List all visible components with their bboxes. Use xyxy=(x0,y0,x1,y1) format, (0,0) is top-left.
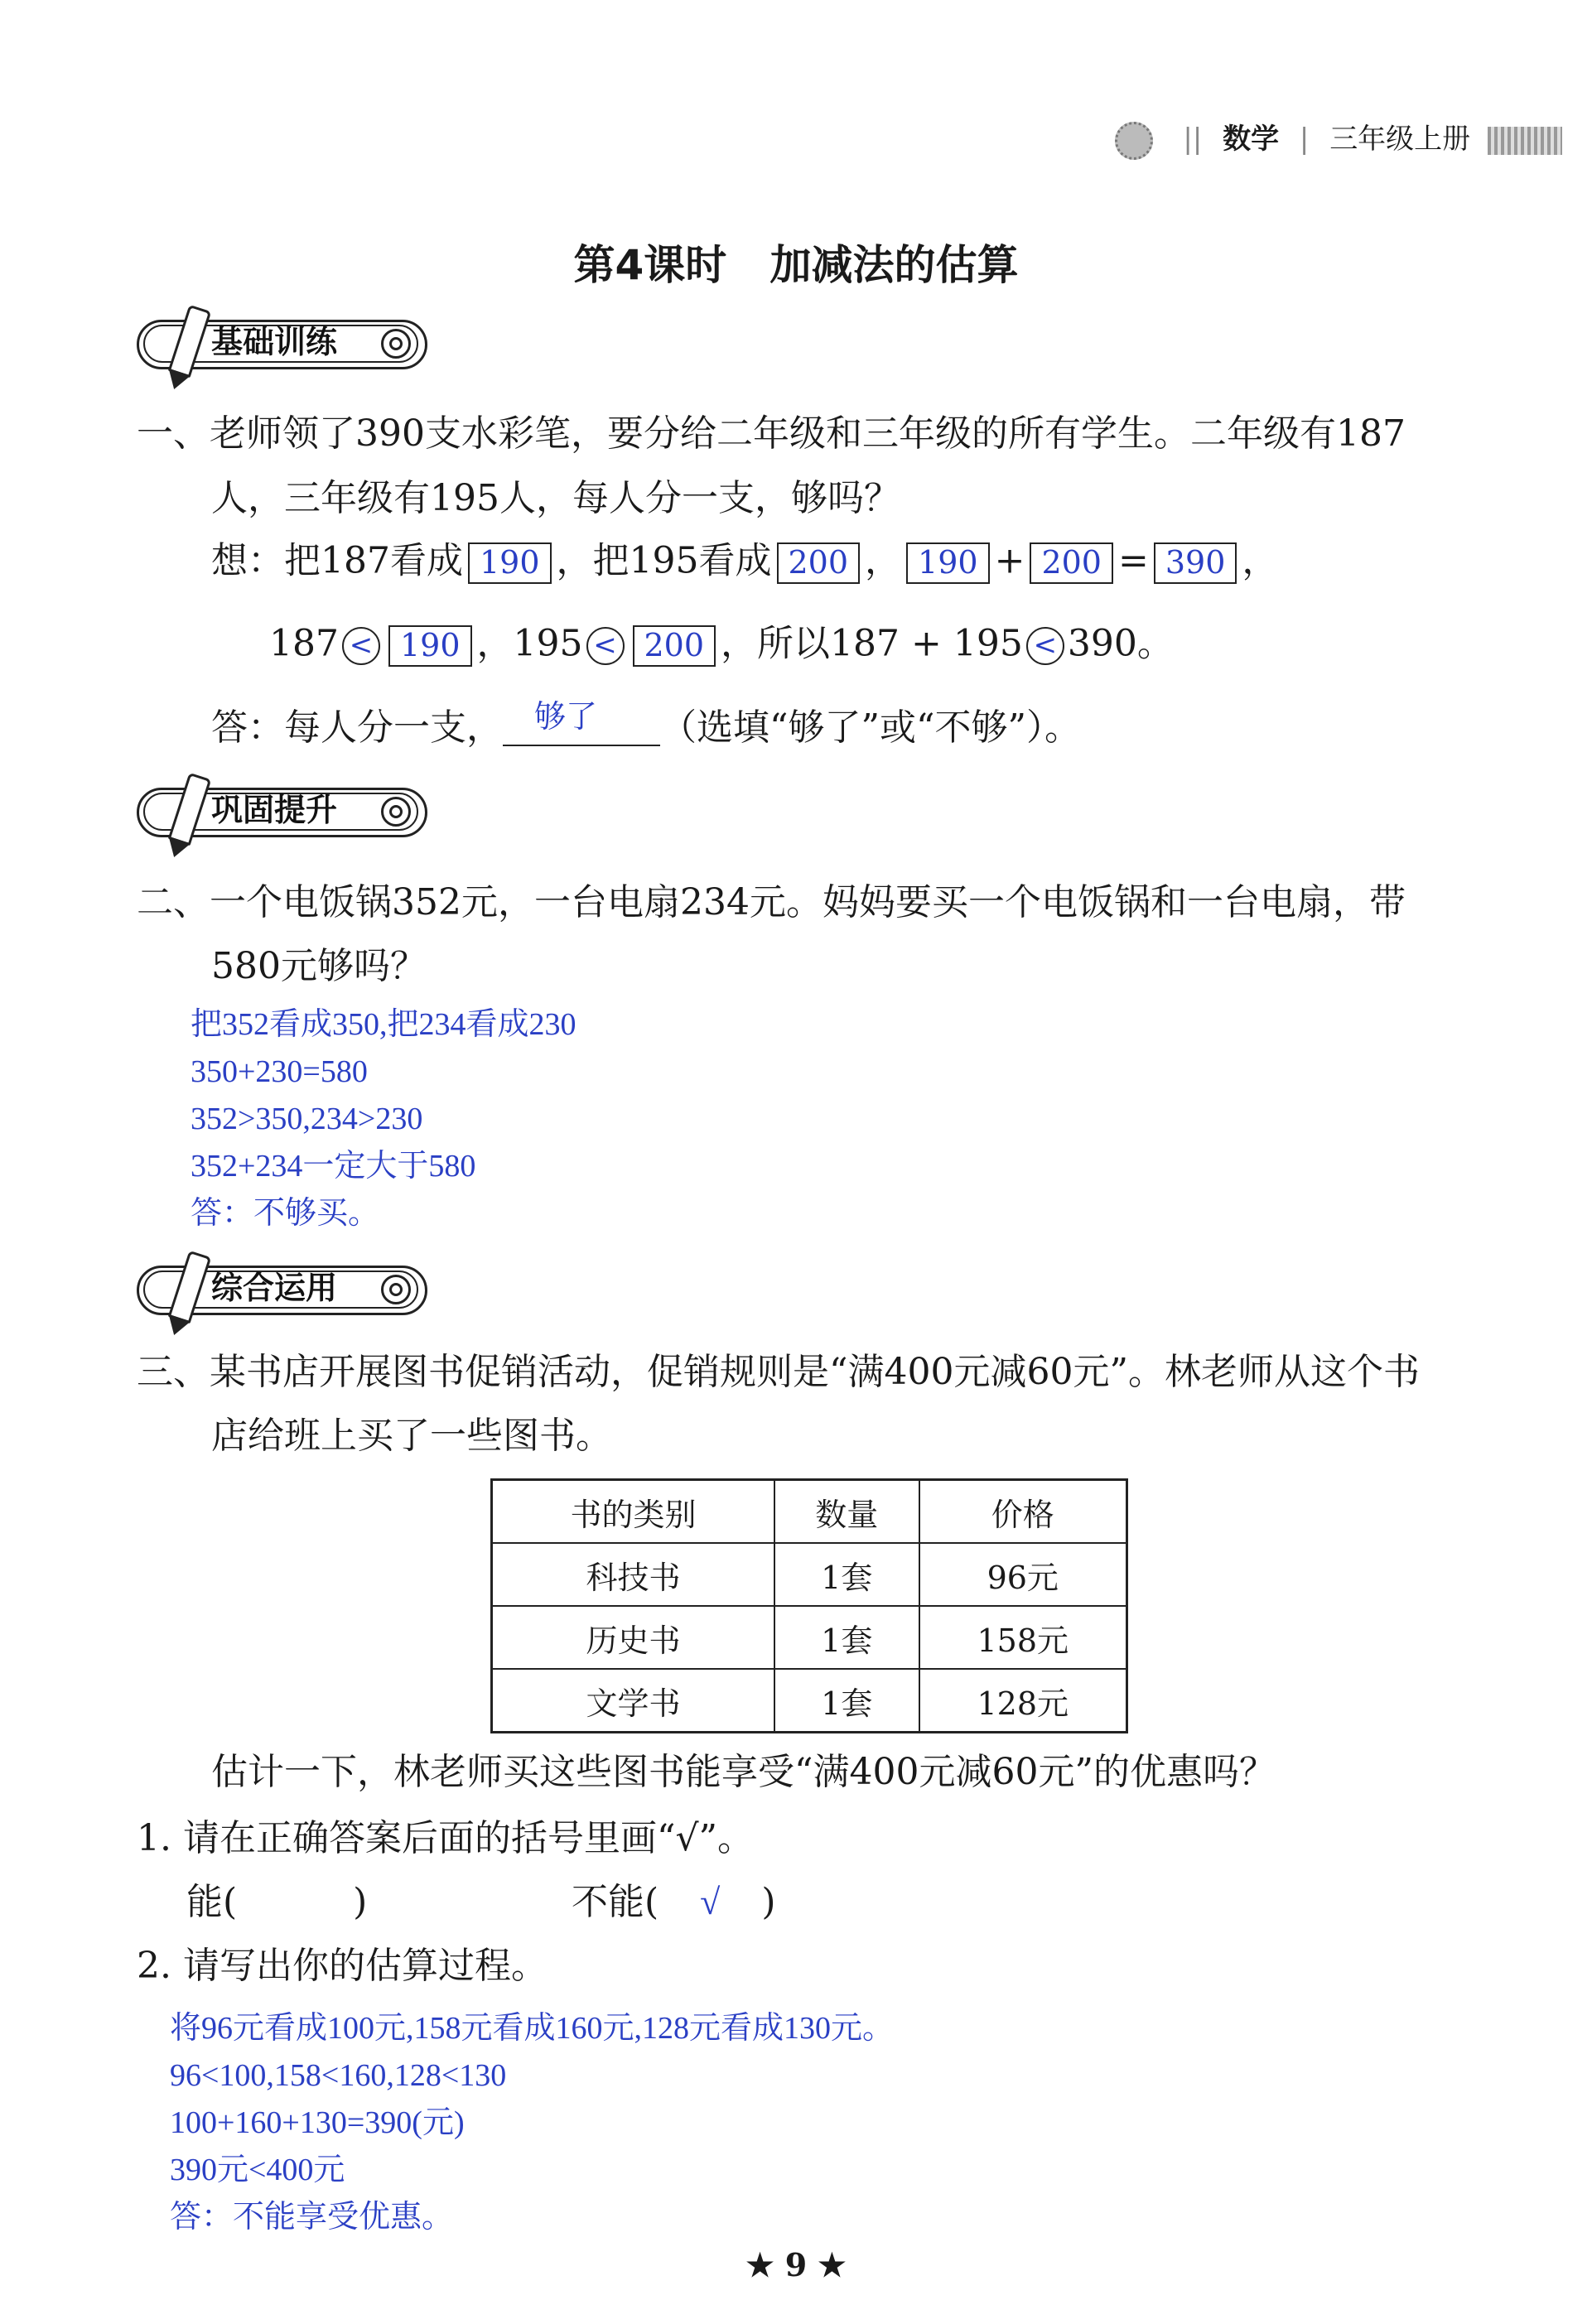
q3-answer-2: 96<100,158<160,128<130 xyxy=(170,2058,507,2093)
q3-options-no xyxy=(572,1881,776,1923)
table-row xyxy=(492,1543,1127,1606)
q3-question: 估计一下，林老师买这些图书能享受“满400元减60元”的优惠吗？ xyxy=(211,1751,1276,1793)
q3-answer-4: 390元<400元 xyxy=(170,2153,345,2187)
table-row xyxy=(492,1669,1127,1733)
q1-compare-line xyxy=(269,622,1174,667)
answer-box: 200 xyxy=(777,542,861,584)
bracket: ) xyxy=(353,1881,368,1923)
text: 想：把187看成 xyxy=(211,539,463,582)
plus-sign: + xyxy=(994,539,1025,582)
text: ，195 xyxy=(476,622,583,665)
page-header xyxy=(1115,118,1562,161)
answer-box: 390 xyxy=(1154,542,1237,584)
compare-circle: < xyxy=(586,627,625,665)
section-banner-apply xyxy=(128,1252,443,1310)
table-cell: 158元 xyxy=(919,1606,1127,1669)
q3-line2: 店给班上买了一些图书。 xyxy=(211,1415,612,1457)
q2-answer-3: 352>350,234>230 xyxy=(191,1102,423,1136)
q3-answer-1: 将96元看成100元,158元看成160元,128元看成130元。 xyxy=(170,2011,895,2046)
q3-sub2: 2. 请写出你的估算过程。 xyxy=(137,1945,548,1987)
q2-answer-4: 352+234一定大于580 xyxy=(191,1149,476,1184)
ring-icon xyxy=(381,797,411,827)
q1-think-line xyxy=(211,539,1279,584)
table-cell: 1套 xyxy=(774,1606,919,1669)
q3-sub1: 1. 请在正确答案后面的括号里画“√”。 xyxy=(137,1817,754,1859)
text: 187 xyxy=(269,622,339,665)
answer-box: 200 xyxy=(633,625,716,667)
ring-icon xyxy=(381,1275,411,1304)
table-cell: 历史书 xyxy=(492,1606,774,1669)
equals-sign: = xyxy=(1117,539,1149,582)
answer-box: 190 xyxy=(468,542,552,584)
handwritten-answer: 够了 xyxy=(534,700,598,735)
q3-answer-3: 100+160+130=390(元) xyxy=(170,2105,465,2140)
q1-line2: 人，三年级有195人，每人分一支，够吗？ xyxy=(211,477,900,519)
lesson-title: 第4课时 加减法的估算 xyxy=(573,241,1019,289)
q2-answer-1: 把352看成350,把234看成230 xyxy=(191,1007,576,1042)
ring-icon xyxy=(381,329,411,359)
answer-box: 190 xyxy=(906,542,990,584)
text: 答：每人分一支， xyxy=(211,706,503,749)
bracket: ) xyxy=(761,1881,776,1923)
table-header-cell: 书的类别 xyxy=(492,1480,774,1544)
compare-circle: < xyxy=(342,627,380,665)
sun-logo-icon xyxy=(1115,122,1153,160)
q2-answer-5: 答：不够买。 xyxy=(191,1196,380,1231)
table-header-cell: 数量 xyxy=(774,1480,919,1544)
q3-line1: 三、某书店开展图书促销活动，促销规则是“满400元减60元”。林老师从这个书 xyxy=(137,1351,1420,1393)
q2-line1: 二、一个电饭锅352元，一台电扇234元。妈妈要买一个电饭锅和一台电扇，带 xyxy=(137,881,1406,923)
page-number: ★ 9 ★ xyxy=(745,2246,847,2283)
divider: | xyxy=(1299,123,1310,156)
text: 390。 xyxy=(1067,622,1174,665)
decorative-bars xyxy=(1488,127,1562,155)
section-title: 综合运用 xyxy=(211,1270,338,1306)
option-no-label: 不能( xyxy=(572,1881,659,1923)
section-banner-basic xyxy=(128,306,443,364)
table-cell: 科技书 xyxy=(492,1543,774,1606)
divider: || xyxy=(1183,123,1203,156)
q1-line1: 一、老师领了390支水彩笔，要分给二年级和三年级的所有学生。二年级有187 xyxy=(137,412,1406,455)
text: ， xyxy=(1242,539,1279,582)
text: ，所以187 + 195 xyxy=(721,622,1023,665)
option-yes-label: 能( xyxy=(186,1881,238,1923)
table-cell: 文学书 xyxy=(492,1669,774,1733)
q3-options xyxy=(186,1881,368,1923)
compare-circle: < xyxy=(1026,627,1064,665)
table-cell: 1套 xyxy=(774,1669,919,1733)
text: ， xyxy=(865,539,902,582)
table-cell: 1套 xyxy=(774,1543,919,1606)
fill-blank xyxy=(503,700,660,746)
table-cell: 96元 xyxy=(919,1543,1127,1606)
answer-box: 200 xyxy=(1030,542,1113,584)
text: ，把195看成 xyxy=(556,539,772,582)
section-banner-consolidate xyxy=(128,774,443,832)
text: （选填“够了”或“不够”）。 xyxy=(660,706,1081,749)
section-title: 基础训练 xyxy=(211,324,338,360)
q1-answer-line xyxy=(211,700,1081,749)
table-header-row xyxy=(492,1480,1127,1544)
q2-answer-2: 350+230=580 xyxy=(191,1054,368,1089)
table-header-cell: 价格 xyxy=(919,1480,1127,1544)
table-row xyxy=(492,1606,1127,1669)
check-mark: √ xyxy=(700,1882,721,1922)
table-cell: 128元 xyxy=(919,1669,1127,1733)
section-title: 巩固提升 xyxy=(211,792,338,828)
grade-label: 三年级上册 xyxy=(1329,123,1471,156)
q2-line2: 580元够吗？ xyxy=(211,945,427,987)
answer-box: 190 xyxy=(388,625,472,667)
book-price-table xyxy=(490,1478,1128,1733)
q3-answer-5: 答：不能享受优惠。 xyxy=(170,2200,454,2235)
subject-label: 数学 xyxy=(1223,123,1280,156)
